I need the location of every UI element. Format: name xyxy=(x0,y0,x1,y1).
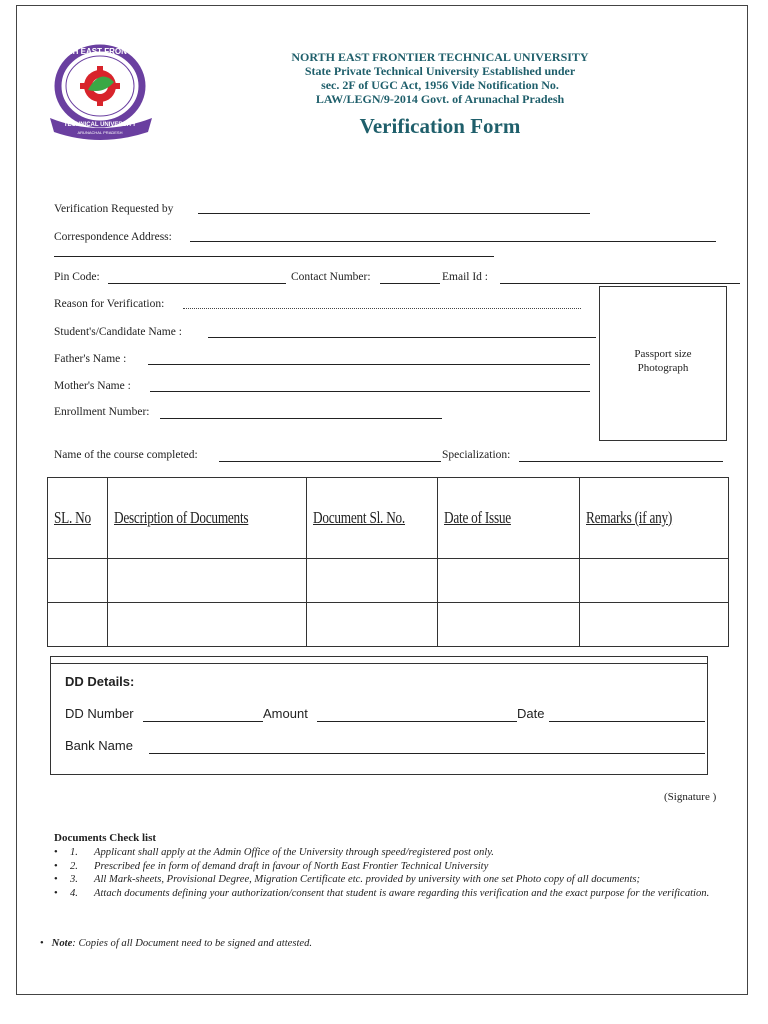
amount-field[interactable] xyxy=(317,721,517,722)
bullet: • xyxy=(54,860,58,872)
contact-number-label: Contact Number: xyxy=(291,271,371,283)
table-row xyxy=(48,559,729,603)
specialization-field[interactable] xyxy=(519,461,723,462)
date-label: Date xyxy=(517,706,545,721)
photo-label-line-1: Passport size xyxy=(634,348,692,360)
address-label: Correspondence Address: xyxy=(54,231,172,243)
enrollment-field[interactable] xyxy=(160,418,442,419)
dd-box-top-rule xyxy=(51,663,707,664)
reason-field[interactable] xyxy=(183,308,581,309)
header-sl-no: SL. No xyxy=(54,508,91,527)
requested-by-field[interactable] xyxy=(198,213,590,214)
list-item xyxy=(54,887,724,901)
bullet: • xyxy=(54,874,58,885)
header-date-of-issue: Date of Issue xyxy=(444,508,512,527)
table-cell[interactable] xyxy=(108,559,307,603)
header-line-4: LAW/LEGN/9-2014 Govt. of Arunachal Pradesh xyxy=(315,92,565,106)
note-label: Note xyxy=(51,938,73,949)
table-header-cell xyxy=(48,478,108,559)
address-field-line-1[interactable] xyxy=(190,241,716,242)
mother-name-field[interactable] xyxy=(150,391,590,392)
contact-number-field[interactable] xyxy=(380,283,440,284)
table-cell[interactable] xyxy=(307,603,438,647)
list-item xyxy=(54,846,724,860)
list-item xyxy=(54,873,724,887)
item-text: All Mark-sheets, Provisional Degree, Migration Certificate etc. provided by university with one set Photo copy of all documents; xyxy=(94,874,641,885)
item-number: 3. xyxy=(70,874,78,885)
logo-bottom-text: TECHNICAL UNIVERSITY xyxy=(63,122,137,128)
table-header-cell xyxy=(307,478,438,559)
table-cell[interactable] xyxy=(48,559,108,603)
date-field[interactable] xyxy=(549,721,705,722)
checklist-title: Documents Check list xyxy=(54,832,157,844)
table-cell[interactable] xyxy=(48,603,108,647)
table-cell[interactable] xyxy=(108,603,307,647)
enrollment-label: Enrollment Number: xyxy=(54,406,150,418)
father-name-field[interactable] xyxy=(148,364,590,365)
table-cell[interactable] xyxy=(307,559,438,603)
header-line-2: State Private Technical University Established under xyxy=(304,64,576,78)
pin-code-field[interactable] xyxy=(108,283,286,284)
address-field-line-2[interactable] xyxy=(54,256,494,257)
table-row xyxy=(48,603,729,647)
table-header-cell xyxy=(438,478,580,559)
table-cell[interactable] xyxy=(579,603,728,647)
dd-details-box xyxy=(50,656,708,775)
item-number: 4. xyxy=(70,887,78,899)
student-name-field[interactable] xyxy=(208,337,596,338)
list-item xyxy=(54,860,724,874)
email-field[interactable] xyxy=(500,283,740,284)
dd-details-title: DD Details: xyxy=(65,674,135,689)
table-cell[interactable] xyxy=(579,559,728,603)
item-text: Attach documents defining your authorization/consent that student is aware regarding this verification and the exact purpose for the verification. xyxy=(94,887,710,899)
bullet: • xyxy=(54,847,58,858)
dd-number-field[interactable] xyxy=(143,721,263,722)
university-name: NORTH EAST FRONTIER TECHNICAL UNIVERSITY xyxy=(291,50,589,64)
page-title: Verification Form xyxy=(359,114,521,138)
header-remarks: Remarks (if any) xyxy=(585,508,672,527)
specialization-label: Specialization: xyxy=(442,449,511,461)
note xyxy=(40,938,312,949)
table-header-cell xyxy=(108,478,307,559)
table-header-row xyxy=(48,478,729,559)
logo-place-text: ARUNACHAL PRADESH xyxy=(77,130,123,135)
dd-number-label: DD Number xyxy=(65,706,134,721)
photo-label-line-2: Photograph xyxy=(637,362,689,374)
email-label: Email Id : xyxy=(442,271,488,283)
item-number: 1. xyxy=(70,847,78,858)
header-description: Description of Documents xyxy=(114,508,249,527)
table-header-cell xyxy=(579,478,728,559)
documents-table xyxy=(47,477,729,647)
logo-top-text: ORH EAST FRONTIE xyxy=(60,47,140,56)
bullet: • xyxy=(54,887,58,899)
amount-label: Amount xyxy=(263,706,308,721)
note-bullet: • xyxy=(40,938,44,949)
university-logo xyxy=(44,40,162,140)
pin-code-label: Pin Code: xyxy=(54,271,100,283)
passport-photo-box[interactable] xyxy=(599,286,727,441)
signature-label: (Signature ) xyxy=(664,791,717,803)
checklist xyxy=(54,846,724,900)
bank-name-field[interactable] xyxy=(149,753,705,754)
reason-label: Reason for Verification: xyxy=(54,298,165,310)
requested-by-label: Verification Requested by xyxy=(54,203,174,215)
note-text: : Copies of all Document need to be signed and attested. xyxy=(72,938,313,949)
header-line-3: sec. 2F of UGC Act, 1956 Vide Notification No. xyxy=(321,78,559,92)
father-name-label: Father's Name : xyxy=(54,353,127,365)
item-text: Prescribed fee in form of demand draft in favour of North East Frontier Technical University xyxy=(94,860,489,872)
item-number: 2. xyxy=(70,860,78,872)
student-name-label: Student's/Candidate Name : xyxy=(54,326,182,338)
course-label: Name of the course completed: xyxy=(54,449,198,461)
mother-name-label: Mother's Name : xyxy=(54,380,131,392)
course-field[interactable] xyxy=(219,461,441,462)
header-document-sl-no: Document Sl. No. xyxy=(313,508,406,527)
table-cell[interactable] xyxy=(438,559,580,603)
item-text: Applicant shall apply at the Admin Office of the University through speed/registered post only. xyxy=(94,847,494,858)
bank-name-label: Bank Name xyxy=(65,738,133,753)
table-cell[interactable] xyxy=(438,603,580,647)
